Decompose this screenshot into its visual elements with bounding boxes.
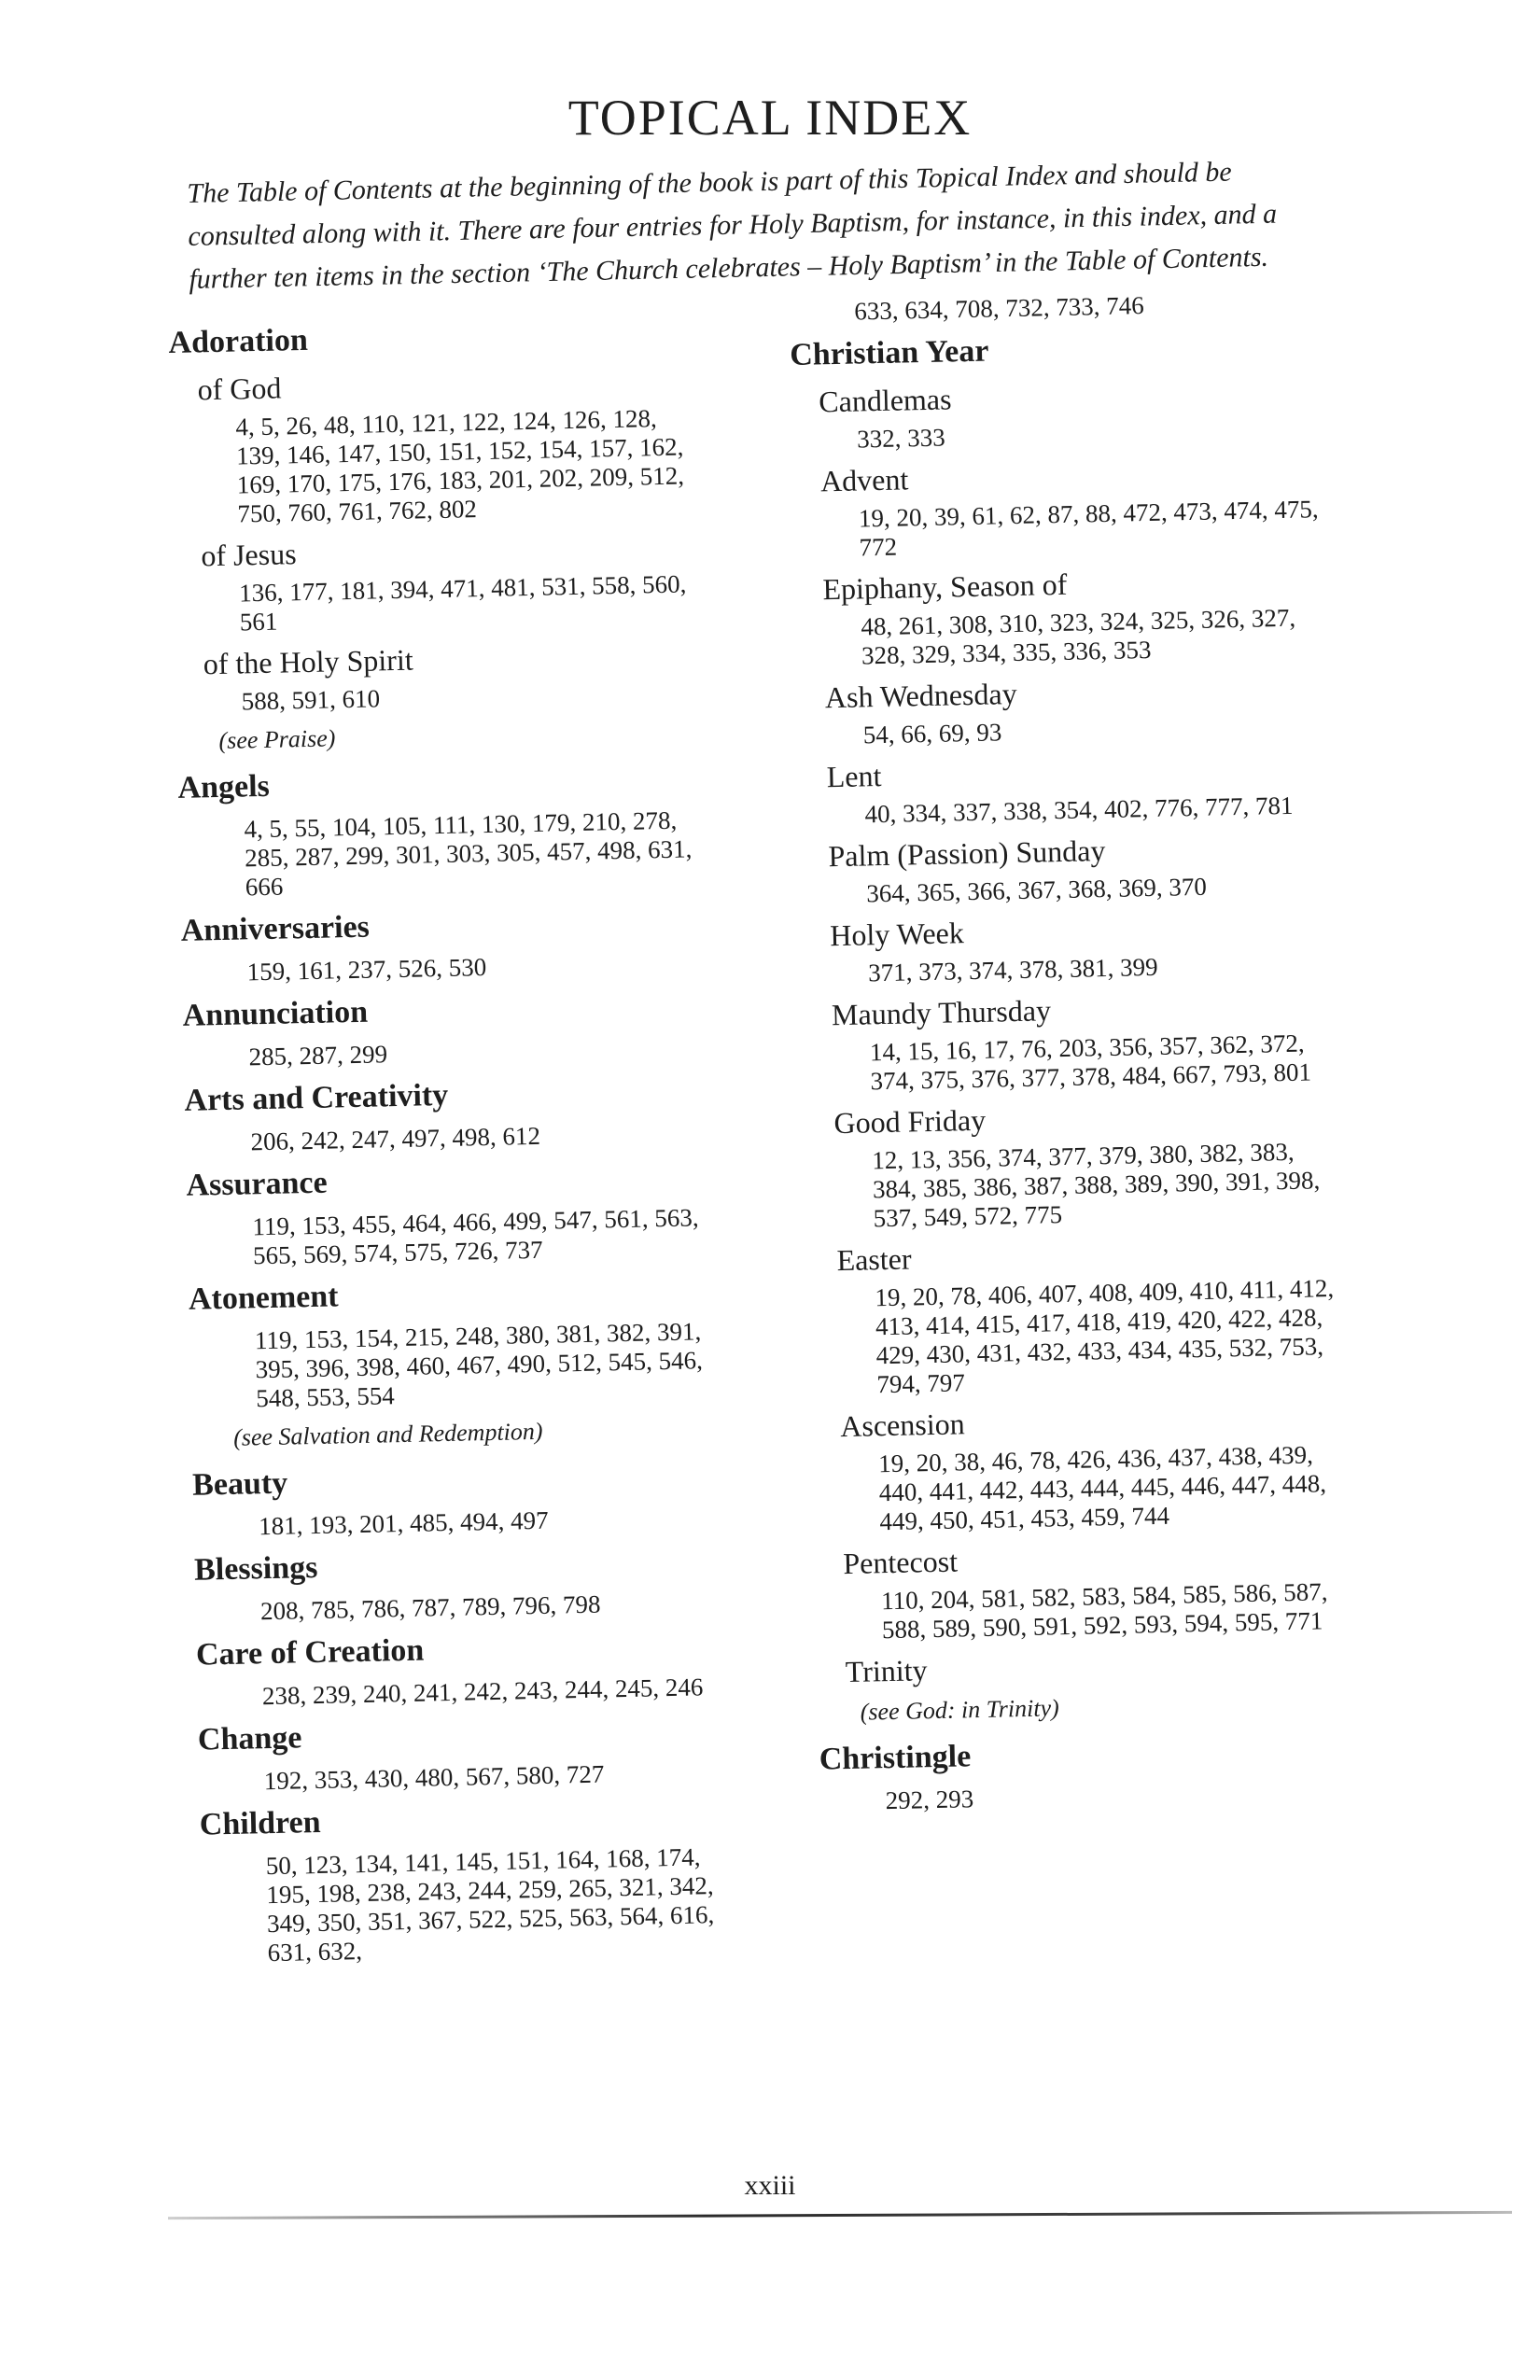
page-references: 4, 5, 55, 104, 105, 111, 130, 179, 210, 278, 285, 287, 299, 301, 303, 305, 457, 498, 631, 666 bbox=[244, 805, 693, 902]
page-references: 110, 204, 581, 582, 583, 584, 585, 586, 587, 588, 589, 590, 591, 592, 593, 594, 595, 771 bbox=[880, 1577, 1328, 1645]
topic-annunciation bbox=[182, 984, 744, 1073]
topic-heading: Beauty bbox=[191, 1465, 288, 1503]
topic-christingle bbox=[819, 1728, 1380, 1817]
topic-heading: Annunciation bbox=[182, 994, 369, 1033]
page-references: 119, 153, 154, 215, 248, 380, 381, 382, 391, 395, 396, 398, 460, 467, 490, 512, 545, 546, 548, 553, 554 bbox=[254, 1317, 704, 1413]
topic-atonement bbox=[189, 1267, 752, 1456]
topic-children bbox=[199, 1793, 763, 1969]
page-references: 119, 153, 455, 464, 466, 499, 547, 561, 563, 565, 569, 574, 575, 726, 737 bbox=[252, 1203, 699, 1270]
page-references: 192, 353, 430, 480, 567, 580, 727 bbox=[263, 1759, 605, 1796]
page-references: 238, 239, 240, 241, 242, 243, 244, 245, 246 bbox=[261, 1673, 704, 1711]
topic-assurance bbox=[186, 1154, 748, 1272]
cross-reference: (see God: in Trinity) bbox=[860, 1694, 1060, 1726]
subtopic-label: Trinity bbox=[845, 1653, 928, 1689]
page-references: 332, 333 bbox=[856, 423, 945, 454]
page-references: 292, 293 bbox=[885, 1785, 974, 1815]
topic-heading: Christingle bbox=[819, 1739, 972, 1777]
subtopic-label: of Jesus bbox=[200, 537, 297, 573]
topic-heading: Children bbox=[199, 1804, 321, 1842]
subtopic-label: Good Friday bbox=[833, 1102, 987, 1141]
subtopic-label: Pentecost bbox=[843, 1544, 959, 1581]
intro-note bbox=[187, 149, 1309, 301]
topic-care-of-creation bbox=[196, 1623, 758, 1713]
subtopic-label: Palm (Passion) Sunday bbox=[828, 833, 1106, 874]
index-column-left bbox=[168, 305, 763, 1976]
topic-heading: Blessings bbox=[193, 1549, 318, 1588]
topic-blessings bbox=[194, 1538, 756, 1628]
topic-adoration bbox=[168, 311, 737, 758]
topic-beauty bbox=[192, 1453, 754, 1543]
subtopic-label: of God bbox=[197, 371, 282, 407]
bottom-rule bbox=[168, 2211, 1512, 2219]
subtopic-label: Ascension bbox=[839, 1407, 965, 1444]
topic-heading: Change bbox=[197, 1720, 302, 1757]
page-references: 40, 334, 337, 338, 354, 402, 776, 777, 781 bbox=[864, 791, 1294, 829]
topic-christian-year bbox=[790, 323, 1379, 1729]
page-number: xxiii bbox=[744, 2170, 796, 2201]
page-references: 371, 373, 374, 378, 381, 399 bbox=[867, 952, 1158, 987]
topic-heading: Care of Creation bbox=[195, 1632, 425, 1673]
page-references: 19, 20, 78, 406, 407, 408, 409, 410, 411, 412, 413, 414, 415, 417, 418, 419, 420, 422, 428, 429, 430, 431, 432, 433, 434, 435, 532, 753, 794, 797 bbox=[875, 1274, 1335, 1399]
page-references: 588, 591, 610 bbox=[241, 684, 381, 716]
page-references: 285, 287, 299 bbox=[248, 1040, 388, 1071]
page-references: 208, 785, 786, 787, 789, 796, 798 bbox=[259, 1589, 601, 1626]
topic-heading: Assurance bbox=[186, 1165, 328, 1203]
page-references: 19, 20, 39, 61, 62, 87, 88, 472, 473, 474, 475, 772 bbox=[858, 495, 1319, 562]
page-title: TOPICAL INDEX bbox=[567, 90, 973, 146]
page-references: 364, 365, 366, 367, 368, 369, 370 bbox=[866, 872, 1208, 908]
page-references: 54, 66, 69, 93 bbox=[862, 718, 1002, 749]
subtopic-label: Advent bbox=[819, 462, 909, 498]
page-references: 136, 177, 181, 394, 471, 481, 531, 558, 560, 561 bbox=[238, 569, 687, 637]
subtopic-label: Lent bbox=[826, 759, 882, 794]
topic-heading: Atonement bbox=[188, 1279, 339, 1317]
subtopic-label: Ash Wednesday bbox=[824, 676, 1017, 715]
topic-arts-and-creativity bbox=[184, 1069, 746, 1158]
page-references: 19, 20, 38, 46, 78, 426, 436, 437, 438, 439, 440, 441, 442, 443, 444, 445, 446, 447, 448, 449, 450, 451, 453, 459, 744 bbox=[877, 1440, 1327, 1536]
topic-angels bbox=[177, 756, 740, 903]
topic-heading: Adoration bbox=[168, 322, 309, 360]
topic-heading: Arts and Creativity bbox=[184, 1077, 449, 1118]
subtopic-label: Easter bbox=[836, 1241, 912, 1278]
intro-line: The Table of Contents at the beginning of the book is part of this Topical Index and should be bbox=[187, 156, 1232, 209]
topic-heading: Anniversaries bbox=[180, 909, 371, 948]
page-references: 159, 161, 237, 526, 530 bbox=[246, 953, 487, 987]
cross-reference: (see Praise) bbox=[218, 724, 336, 754]
subtopic-label: of the Holy Spirit bbox=[203, 642, 413, 681]
page-references: 4, 5, 26, 48, 110, 121, 122, 124, 126, 128, 139, 146, 147, 150, 151, 152, 154, 157, 162, 169, 170, 175, 176, 183, 201, 202, 209, 512, 750, 760, 761, 762, 802 bbox=[235, 404, 685, 528]
page-references-continued: 633, 634, 708, 732, 733, 746 bbox=[853, 291, 1145, 326]
page-references: 206, 242, 247, 497, 498, 612 bbox=[250, 1121, 541, 1156]
topic-heading: Christian Year bbox=[789, 333, 989, 372]
topic-anniversaries bbox=[180, 899, 742, 988]
index-column-right bbox=[789, 287, 1380, 1824]
intro-line: consulted along with it. There are four entries for Holy Baptism, for instance, in this index, and a bbox=[188, 198, 1278, 252]
subtopic-label: Maundy Thursday bbox=[831, 993, 1052, 1032]
cross-reference: (see Salvation and Redemption) bbox=[232, 1417, 543, 1451]
page-references: 50, 123, 134, 141, 145, 151, 164, 168, 174, 195, 198, 238, 243, 244, 259, 265, 321, 342, 349, 350, 351, 367, 522, 525, 563, 564, 616, 631, 632, bbox=[265, 1842, 715, 1967]
page-references: 14, 15, 16, 17, 76, 203, 356, 357, 362, 372, 374, 375, 376, 377, 378, 484, 667, 793, 801 bbox=[869, 1029, 1312, 1096]
page-references: 181, 193, 201, 485, 494, 497 bbox=[258, 1505, 549, 1541]
page-references: 48, 261, 308, 310, 323, 324, 325, 326, 327, 328, 329, 334, 335, 336, 353 bbox=[861, 603, 1296, 670]
subtopic-label: Holy Week bbox=[829, 916, 965, 953]
topic-heading: Angels bbox=[177, 768, 271, 805]
intro-line: further ten items in the section ‘The Church celebrates – Holy Baptism’ in the Table of Contents. bbox=[189, 241, 1269, 295]
subtopic-label: Candlemas bbox=[818, 382, 952, 419]
topic-change bbox=[197, 1708, 759, 1798]
subtopic-label: Epiphany, Season of bbox=[822, 567, 1068, 607]
page-references: 12, 13, 356, 374, 377, 379, 380, 382, 383, 384, 385, 386, 387, 388, 389, 390, 391, 398, 537, 549, 572, 775 bbox=[872, 1137, 1321, 1233]
